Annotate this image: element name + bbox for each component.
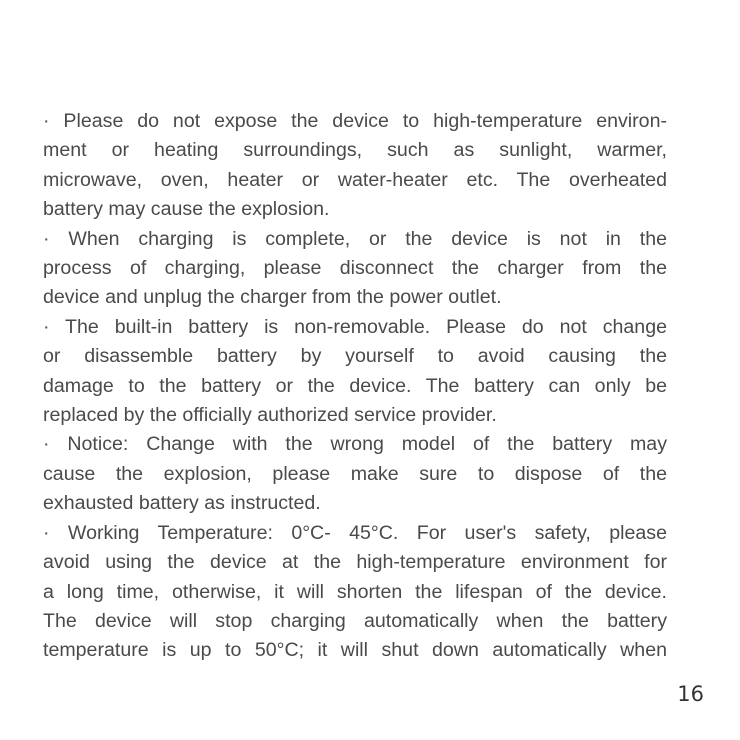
paragraph-notice-wrong-model xyxy=(43,430,667,518)
text-line: temperature is up to 50°C; it will shut down automatically when xyxy=(43,639,667,662)
text-line: microwave, oven, heater or water-heater etc. The overheated xyxy=(43,168,667,191)
safety-text-block xyxy=(43,107,667,666)
paragraph-built-in-battery xyxy=(43,313,667,431)
text-line: · The built-in battery is non-removable. Please do not change xyxy=(43,315,667,338)
text-line: avoid using the device at the high-temperature environment for xyxy=(43,551,667,574)
text-line: or disassemble battery by yourself to avoid causing the xyxy=(43,345,667,368)
text-line: · When charging is complete, or the device is not in the xyxy=(43,227,667,250)
text-line: The device will stop charging automatically when the battery xyxy=(43,609,667,632)
paragraph-charging-complete xyxy=(43,225,667,313)
text-line: process of charging, please disconnect the charger from the xyxy=(43,257,667,280)
text-line: exhausted battery as instructed. xyxy=(43,492,321,515)
text-line: device and unplug the charger from the power outlet. xyxy=(43,286,502,309)
text-line: ment or heating surroundings, such as sunlight, warmer, xyxy=(43,139,667,162)
text-line: a long time, otherwise, it will shorten the lifespan of the device. xyxy=(43,580,667,603)
paragraph-expose-heat xyxy=(43,107,667,225)
text-line: damage to the battery or the device. The battery can only be xyxy=(43,374,667,397)
text-line: · Working Temperature: 0°C- 45°C. For user's safety, please xyxy=(43,521,667,544)
text-line: · Please do not expose the device to high-temperature environ- xyxy=(43,110,667,132)
text-line: battery may cause the explosion. xyxy=(43,198,330,221)
text-line: replaced by the officially authorized service provider. xyxy=(43,404,497,427)
text-line: · Notice: Change with the wrong model of the battery may xyxy=(43,433,667,456)
text-line: cause the explosion, please make sure to dispose of the xyxy=(43,462,667,485)
paragraph-working-temperature xyxy=(43,519,667,666)
page-number: 16 xyxy=(677,682,704,706)
